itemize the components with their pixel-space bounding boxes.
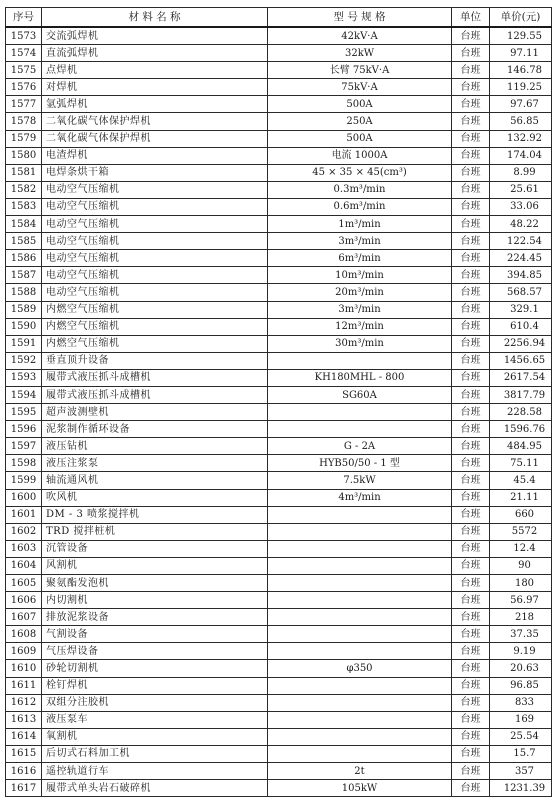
model-spec-cell: 3m³/min	[268, 233, 452, 250]
table-row	[6, 147, 552, 164]
material-name-cell: 轴流通风机	[42, 472, 268, 489]
unit-price-cell: 394.85	[490, 267, 552, 284]
unit-price-cell: 21.11	[490, 489, 552, 506]
table-row	[6, 301, 552, 318]
material-name-cell: 电动空气压缩机	[42, 250, 268, 267]
model-spec-cell	[268, 421, 452, 438]
unit-cell: 台班	[452, 694, 490, 711]
model-spec-cell: 32kW	[268, 45, 452, 62]
table-row	[6, 523, 552, 540]
model-spec-cell	[268, 352, 452, 369]
material-name-cell: 氩弧焊机	[42, 96, 268, 113]
table-row	[6, 96, 552, 113]
unit-cell: 台班	[452, 267, 490, 284]
material-name-cell: 内燃空气压缩机	[42, 335, 268, 352]
model-spec-cell: 2t	[268, 763, 452, 780]
material-name-cell: 电动空气压缩机	[42, 216, 268, 233]
row-number-cell: 1586	[6, 250, 42, 267]
table-row	[6, 575, 552, 592]
row-number-cell: 1580	[6, 147, 42, 164]
material-name-cell: 液压钻机	[42, 438, 268, 455]
table-row	[6, 506, 552, 523]
row-number-cell: 1605	[6, 575, 42, 592]
row-number-cell: 1592	[6, 352, 42, 369]
unit-cell: 台班	[452, 438, 490, 455]
model-spec-cell: 0.6m³/min	[268, 198, 452, 215]
table-row	[6, 489, 552, 506]
row-number-cell: 1579	[6, 130, 42, 147]
unit-price-cell: 1456.65	[490, 352, 552, 369]
model-spec-cell	[268, 609, 452, 626]
table-row	[6, 62, 552, 79]
row-number-cell: 1596	[6, 421, 42, 438]
model-spec-cell: SG60A	[268, 386, 452, 403]
material-name-cell: 垂直顶升设备	[42, 352, 268, 369]
table-row	[6, 250, 552, 267]
table-row	[6, 421, 552, 438]
row-number-cell: 1593	[6, 369, 42, 386]
unit-cell: 台班	[452, 677, 490, 694]
model-spec-cell	[268, 592, 452, 609]
unit-cell: 台班	[452, 540, 490, 557]
model-spec-cell: 长臂 75kV·A	[268, 62, 452, 79]
table-row	[6, 728, 552, 745]
table-row	[6, 130, 552, 147]
row-number-cell: 1603	[6, 540, 42, 557]
table-row	[6, 404, 552, 421]
material-name-cell: 砂轮切割机	[42, 660, 268, 677]
model-spec-cell	[268, 575, 452, 592]
table-row	[6, 455, 552, 472]
unit-cell: 台班	[452, 130, 490, 147]
material-name-cell: 栓钉焊机	[42, 677, 268, 694]
unit-price-cell: 45.4	[490, 472, 552, 489]
model-spec-cell: 500A	[268, 130, 452, 147]
row-number-cell: 1597	[6, 438, 42, 455]
material-name-cell: 电焊条烘干箱	[42, 164, 268, 181]
table-row	[6, 386, 552, 403]
model-spec-cell	[268, 404, 452, 421]
unit-cell: 台班	[452, 45, 490, 62]
unit-price-cell: 3817.79	[490, 386, 552, 403]
row-number-cell: 1606	[6, 592, 42, 609]
material-name-cell: 排放泥浆设备	[42, 609, 268, 626]
row-number-cell: 1599	[6, 472, 42, 489]
unit-price-cell: 146.78	[490, 62, 552, 79]
unit-cell: 台班	[452, 523, 490, 540]
row-number-cell: 1577	[6, 96, 42, 113]
unit-price-cell: 33.06	[490, 198, 552, 215]
table-row	[6, 438, 552, 455]
model-spec-cell: 10m³/min	[268, 267, 452, 284]
model-spec-cell: 12m³/min	[268, 318, 452, 335]
model-spec-cell: 20m³/min	[268, 284, 452, 301]
unit-cell: 台班	[452, 472, 490, 489]
unit-price-cell: 12.4	[490, 540, 552, 557]
table-row	[6, 318, 552, 335]
table-row	[6, 694, 552, 711]
unit-cell: 台班	[452, 660, 490, 677]
unit-cell: 台班	[452, 421, 490, 438]
material-name-cell: 超声波测壁机	[42, 404, 268, 421]
table-row	[6, 181, 552, 198]
table-row	[6, 216, 552, 233]
model-spec-cell: G - 2A	[268, 438, 452, 455]
row-number-cell: 1578	[6, 113, 42, 130]
unit-cell: 台班	[452, 181, 490, 198]
table-row	[6, 267, 552, 284]
material-name-cell: 氧割机	[42, 728, 268, 745]
material-name-cell: 气割设备	[42, 626, 268, 643]
row-number-cell: 1610	[6, 660, 42, 677]
unit-cell: 台班	[452, 369, 490, 386]
table-row	[6, 626, 552, 643]
material-name-cell: 履带式液压抓斗成槽机	[42, 386, 268, 403]
material-price-table	[5, 7, 552, 797]
model-spec-cell: 6m³/min	[268, 250, 452, 267]
unit-cell: 台班	[452, 164, 490, 181]
unit-price-cell: 25.54	[490, 728, 552, 745]
unit-cell: 台班	[452, 335, 490, 352]
table-row	[6, 284, 552, 301]
unit-price-cell: 484.95	[490, 438, 552, 455]
material-name-cell: 电动空气压缩机	[42, 198, 268, 215]
table-row	[6, 592, 552, 609]
model-spec-cell: 105kW	[268, 780, 452, 797]
table-row	[6, 609, 552, 626]
model-spec-cell: 0.3m³/min	[268, 181, 452, 198]
model-spec-cell: 42kV·A	[268, 27, 452, 45]
row-number-cell: 1581	[6, 164, 42, 181]
material-name-cell: DM - 3 喷浆搅拌机	[42, 506, 268, 523]
table-body	[6, 27, 552, 797]
unit-cell: 台班	[452, 301, 490, 318]
table-row	[6, 335, 552, 352]
unit-price-cell: 56.85	[490, 113, 552, 130]
unit-cell: 台班	[452, 592, 490, 609]
material-name-cell: 履带式液压抓斗成槽机	[42, 369, 268, 386]
unit-price-cell: 660	[490, 506, 552, 523]
table-row	[6, 79, 552, 96]
unit-cell: 台班	[452, 728, 490, 745]
row-number-cell: 1613	[6, 711, 42, 728]
unit-price-cell: 119.25	[490, 79, 552, 96]
row-number-cell: 1588	[6, 284, 42, 301]
unit-price-cell: 9.19	[490, 643, 552, 660]
unit-cell: 台班	[452, 386, 490, 403]
unit-cell: 台班	[452, 250, 490, 267]
model-spec-cell	[268, 745, 452, 762]
table-row	[6, 113, 552, 130]
material-name-cell: 履带式单头岩石破碎机	[42, 780, 268, 797]
unit-cell: 台班	[452, 643, 490, 660]
model-spec-cell	[268, 643, 452, 660]
unit-cell: 台班	[452, 147, 490, 164]
unit-price-cell: 2256.94	[490, 335, 552, 352]
material-name-cell: 遥控轨道行车	[42, 763, 268, 780]
unit-cell: 台班	[452, 404, 490, 421]
header-unit: 单位	[452, 8, 490, 28]
header-name: 材 料 名 称	[42, 8, 268, 28]
model-spec-cell: 3m³/min	[268, 301, 452, 318]
unit-price-cell: 1231.39	[490, 780, 552, 797]
row-number-cell: 1615	[6, 745, 42, 762]
unit-price-cell: 132.92	[490, 130, 552, 147]
unit-cell: 台班	[452, 626, 490, 643]
material-name-cell: 电动空气压缩机	[42, 233, 268, 250]
model-spec-cell: 4m³/min	[268, 489, 452, 506]
material-name-cell: 直流弧焊机	[42, 45, 268, 62]
row-number-cell: 1587	[6, 267, 42, 284]
model-spec-cell	[268, 694, 452, 711]
unit-price-cell: 224.45	[490, 250, 552, 267]
table-row	[6, 198, 552, 215]
row-number-cell: 1601	[6, 506, 42, 523]
material-name-cell: 气压焊设备	[42, 643, 268, 660]
unit-cell: 台班	[452, 352, 490, 369]
model-spec-cell: 1m³/min	[268, 216, 452, 233]
row-number-cell: 1616	[6, 763, 42, 780]
row-number-cell: 1600	[6, 489, 42, 506]
model-spec-cell: HYB50/50 - 1 型	[268, 455, 452, 472]
table-row	[6, 745, 552, 762]
unit-price-cell: 37.35	[490, 626, 552, 643]
model-spec-cell	[268, 711, 452, 728]
material-name-cell: 电动空气压缩机	[42, 267, 268, 284]
header-spec: 型 号 规 格	[268, 8, 452, 28]
unit-price-cell: 129.55	[490, 27, 552, 45]
unit-cell: 台班	[452, 455, 490, 472]
table-row	[6, 472, 552, 489]
unit-cell: 台班	[452, 233, 490, 250]
model-spec-cell: 250A	[268, 113, 452, 130]
table-row	[6, 233, 552, 250]
table-row	[6, 164, 552, 181]
model-spec-cell	[268, 506, 452, 523]
model-spec-cell: 45 × 35 × 45(cm³)	[268, 164, 452, 181]
unit-price-cell: 2617.54	[490, 369, 552, 386]
row-number-cell: 1609	[6, 643, 42, 660]
unit-price-cell: 180	[490, 575, 552, 592]
row-number-cell: 1582	[6, 181, 42, 198]
unit-cell: 台班	[452, 79, 490, 96]
unit-price-cell: 122.54	[490, 233, 552, 250]
table-row	[6, 677, 552, 694]
model-spec-cell	[268, 557, 452, 574]
unit-cell: 台班	[452, 62, 490, 79]
model-spec-cell	[268, 626, 452, 643]
model-spec-cell: 30m³/min	[268, 335, 452, 352]
row-number-cell: 1611	[6, 677, 42, 694]
unit-price-cell: 97.67	[490, 96, 552, 113]
table-row	[6, 369, 552, 386]
unit-cell: 台班	[452, 575, 490, 592]
material-name-cell: 对焊机	[42, 79, 268, 96]
unit-price-cell: 90	[490, 557, 552, 574]
unit-cell: 台班	[452, 506, 490, 523]
material-name-cell: 沉管设备	[42, 540, 268, 557]
unit-cell: 台班	[452, 557, 490, 574]
material-name-cell: 内切割机	[42, 592, 268, 609]
row-number-cell: 1612	[6, 694, 42, 711]
material-name-cell: 交流弧焊机	[42, 27, 268, 45]
material-name-cell: 风割机	[42, 557, 268, 574]
table-row	[6, 780, 552, 797]
model-spec-cell	[268, 540, 452, 557]
unit-price-cell: 568.57	[490, 284, 552, 301]
table-row	[6, 711, 552, 728]
table-row	[6, 45, 552, 62]
unit-cell: 台班	[452, 489, 490, 506]
unit-cell: 台班	[452, 745, 490, 762]
material-name-cell: 内燃空气压缩机	[42, 318, 268, 335]
material-name-cell: 液压泵车	[42, 711, 268, 728]
unit-price-cell: 20.63	[490, 660, 552, 677]
unit-price-cell: 75.11	[490, 455, 552, 472]
unit-price-cell: 56.97	[490, 592, 552, 609]
unit-cell: 台班	[452, 96, 490, 113]
material-name-cell: 电动空气压缩机	[42, 181, 268, 198]
row-number-cell: 1589	[6, 301, 42, 318]
unit-cell: 台班	[452, 711, 490, 728]
unit-cell: 台班	[452, 763, 490, 780]
unit-price-cell: 610.4	[490, 318, 552, 335]
unit-price-cell: 833	[490, 694, 552, 711]
row-number-cell: 1604	[6, 557, 42, 574]
row-number-cell: 1598	[6, 455, 42, 472]
material-name-cell: 吹风机	[42, 489, 268, 506]
row-number-cell: 1584	[6, 216, 42, 233]
unit-price-cell: 96.85	[490, 677, 552, 694]
model-spec-cell: KH180MHL - 800	[268, 369, 452, 386]
model-spec-cell: φ350	[268, 660, 452, 677]
table-row	[6, 540, 552, 557]
unit-price-cell: 25.61	[490, 181, 552, 198]
model-spec-cell	[268, 523, 452, 540]
material-name-cell: 二氧化碳气体保护焊机	[42, 113, 268, 130]
material-name-cell: 内燃空气压缩机	[42, 301, 268, 318]
material-name-cell: 电渣焊机	[42, 147, 268, 164]
table-header-row	[6, 8, 552, 28]
unit-cell: 台班	[452, 27, 490, 45]
row-number-cell: 1594	[6, 386, 42, 403]
material-name-cell: 聚氨酯发泡机	[42, 575, 268, 592]
unit-cell: 台班	[452, 216, 490, 233]
model-spec-cell: 500A	[268, 96, 452, 113]
material-name-cell: 二氧化碳气体保护焊机	[42, 130, 268, 147]
material-name-cell: 电动空气压缩机	[42, 284, 268, 301]
model-spec-cell	[268, 728, 452, 745]
table-row	[6, 352, 552, 369]
row-number-cell: 1574	[6, 45, 42, 62]
material-name-cell: 后切式石料加工机	[42, 745, 268, 762]
unit-cell: 台班	[452, 780, 490, 797]
unit-cell: 台班	[452, 609, 490, 626]
header-price: 单价(元)	[490, 8, 552, 28]
row-number-cell: 1573	[6, 27, 42, 45]
material-name-cell: 点焊机	[42, 62, 268, 79]
row-number-cell: 1617	[6, 780, 42, 797]
row-number-cell: 1608	[6, 626, 42, 643]
header-no: 序号	[6, 8, 42, 28]
unit-cell: 台班	[452, 318, 490, 335]
unit-price-cell: 97.11	[490, 45, 552, 62]
unit-price-cell: 15.7	[490, 745, 552, 762]
model-spec-cell: 7.5kW	[268, 472, 452, 489]
unit-price-cell: 174.04	[490, 147, 552, 164]
row-number-cell: 1607	[6, 609, 42, 626]
material-name-cell: TRD 搅拌桩机	[42, 523, 268, 540]
unit-price-cell: 357	[490, 763, 552, 780]
unit-cell: 台班	[452, 284, 490, 301]
row-number-cell: 1583	[6, 198, 42, 215]
material-name-cell: 双组分注胶机	[42, 694, 268, 711]
row-number-cell: 1591	[6, 335, 42, 352]
model-spec-cell	[268, 677, 452, 694]
unit-cell: 台班	[452, 198, 490, 215]
table-row	[6, 660, 552, 677]
material-name-cell: 液压注浆泵	[42, 455, 268, 472]
table-row	[6, 643, 552, 660]
row-number-cell: 1595	[6, 404, 42, 421]
row-number-cell: 1590	[6, 318, 42, 335]
row-number-cell: 1576	[6, 79, 42, 96]
unit-price-cell: 5572	[490, 523, 552, 540]
row-number-cell: 1585	[6, 233, 42, 250]
unit-cell: 台班	[452, 113, 490, 130]
row-number-cell: 1575	[6, 62, 42, 79]
model-spec-cell: 75kV·A	[268, 79, 452, 96]
table-row	[6, 27, 552, 45]
unit-price-cell: 329.1	[490, 301, 552, 318]
unit-price-cell: 8.99	[490, 164, 552, 181]
unit-price-cell: 228.58	[490, 404, 552, 421]
table-row	[6, 557, 552, 574]
unit-price-cell: 169	[490, 711, 552, 728]
model-spec-cell: 电流 1000A	[268, 147, 452, 164]
row-number-cell: 1614	[6, 728, 42, 745]
unit-price-cell: 218	[490, 609, 552, 626]
row-number-cell: 1602	[6, 523, 42, 540]
material-name-cell: 泥浆制作循环设备	[42, 421, 268, 438]
unit-price-cell: 48.22	[490, 216, 552, 233]
table-row	[6, 763, 552, 780]
unit-price-cell: 1596.76	[490, 421, 552, 438]
